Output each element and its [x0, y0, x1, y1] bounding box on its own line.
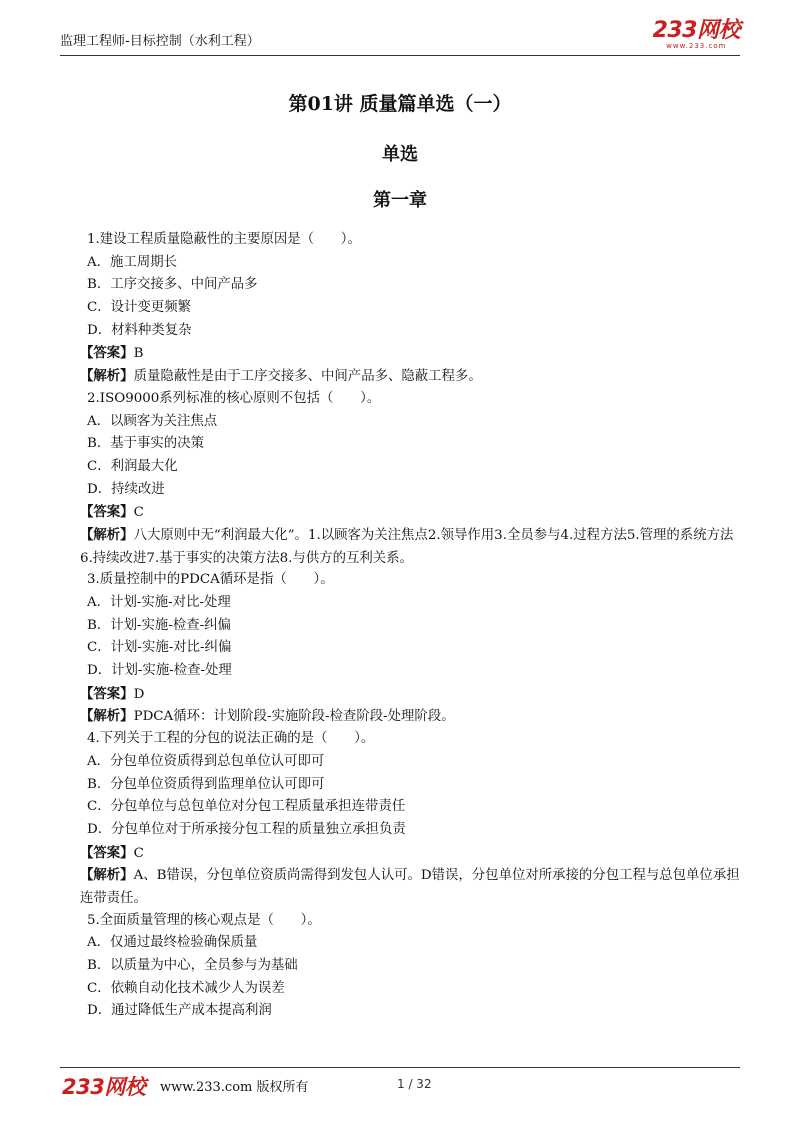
question-option: D．持续改进: [87, 481, 165, 497]
document-header-title: 监理工程师-目标控制（水利工程）: [60, 34, 260, 49]
brand-logo: [653, 20, 740, 51]
question-option: C．依赖自动化技术减少人为误差: [87, 980, 285, 996]
question-option: A．施工周期长: [87, 254, 178, 270]
question-option: C．利润最大化: [87, 458, 178, 474]
question-list: [60, 229, 740, 1023]
answer-value: B: [133, 346, 144, 362]
question-stem: 4.下列关于工程的分包的说法正确的是（ ）。: [87, 731, 375, 747]
answer-label: 【答案】: [80, 685, 134, 702]
answer-label: 【答案】: [80, 504, 134, 521]
answer-line: [60, 501, 740, 524]
analysis-text: A、B错误，分包单位资质尚需得到发包人认可。D错误，分包单位对所承接的分包工程与总包单位承担连带责任。: [80, 868, 740, 906]
question-option: C．设计变更频繁: [87, 300, 191, 316]
analysis-label: 【解析】: [80, 526, 134, 543]
question-stem: 2.ISO9000系列标准的核心原则不包括（ ）。: [87, 390, 381, 406]
analysis-line: [60, 864, 740, 909]
header-divider: [60, 55, 740, 56]
analysis-text: 质量隐蔽性是由于工序交接多、中间产品多、隐蔽工程多。: [133, 369, 482, 385]
question-stem: 5.全面质量管理的核心观点是（ ）。: [87, 912, 321, 928]
section-title: 单选: [382, 144, 418, 165]
analysis-text: 八大原则中无“利润最大化”。1.以顾客为关注焦点2.领导作用3.全员参与4.过程方法5.管理的系统方法6.持续改进7.基于事实的决策方法8.与供方的互利关系。: [80, 527, 734, 566]
answer-value: C: [133, 505, 144, 521]
brand-logo-url: www.233.com: [666, 42, 727, 50]
footer-copyright: www.233.com 版权所有: [160, 1080, 309, 1095]
question-stem: 3.质量控制中的PDCA循环是指（ ）。: [87, 572, 334, 588]
footer-divider: [60, 1067, 740, 1068]
answer-line: [60, 342, 740, 365]
question-stem: 1.建设工程质量隐蔽性的主要原因是（ ）。: [87, 232, 361, 247]
question-option: D．分包单位对于所承接分包工程的质量独立承担负责: [87, 821, 406, 837]
analysis-line: [60, 524, 740, 569]
lecture-title: 第01讲 质量篇单选（一）: [288, 93, 512, 115]
answer-line: [60, 683, 740, 706]
question-option: D．材料种类复杂: [87, 322, 192, 338]
question-option: D．计划-实施-检查-处理: [87, 663, 232, 679]
brand-logo-text: 233网校: [652, 18, 740, 43]
question-option: B．计划-实施-检查-纠偏: [87, 617, 231, 633]
analysis-label: 【解析】: [80, 368, 134, 385]
chapter-title: 第一章: [373, 190, 427, 211]
analysis-label: 【解析】: [80, 867, 134, 884]
question-option: C．计划-实施-对比-纠偏: [87, 640, 232, 656]
question-option: A．仅通过最终检验确保质量: [87, 935, 258, 951]
question-option: B．工序交接多、中间产品多: [87, 277, 258, 293]
question-option: C．分包单位与总包单位对分包工程质量承担连带责任: [87, 799, 406, 815]
question-option: B．分包单位资质得到监理单位认可即可: [87, 776, 325, 792]
answer-label: 【答案】: [80, 844, 134, 861]
question-option: D．通过降低生产成本提高利润: [87, 1003, 272, 1019]
answer-value: C: [133, 845, 144, 861]
answer-line: [60, 842, 740, 865]
question-option: A．计划-实施-对比-处理: [87, 595, 231, 611]
page-number: 1 / 32: [397, 1077, 432, 1091]
answer-label: 【答案】: [80, 345, 134, 362]
analysis-line: [60, 365, 740, 388]
question-option: B．基于事实的决策: [87, 436, 204, 452]
analysis-text: PDCA循环：计划阶段-实施阶段-检查阶段-处理阶段。: [133, 709, 455, 725]
analysis-line: [60, 705, 740, 728]
question-option: A．以顾客为关注焦点: [87, 413, 218, 429]
answer-value: D: [133, 686, 145, 702]
question-option: B．以质量为中心，全员参与为基础: [87, 958, 298, 974]
question-option: A．分包单位资质得到总包单位认可即可: [87, 753, 325, 769]
analysis-label: 【解析】: [80, 708, 134, 725]
footer-logo: 233网校: [62, 1075, 146, 1099]
